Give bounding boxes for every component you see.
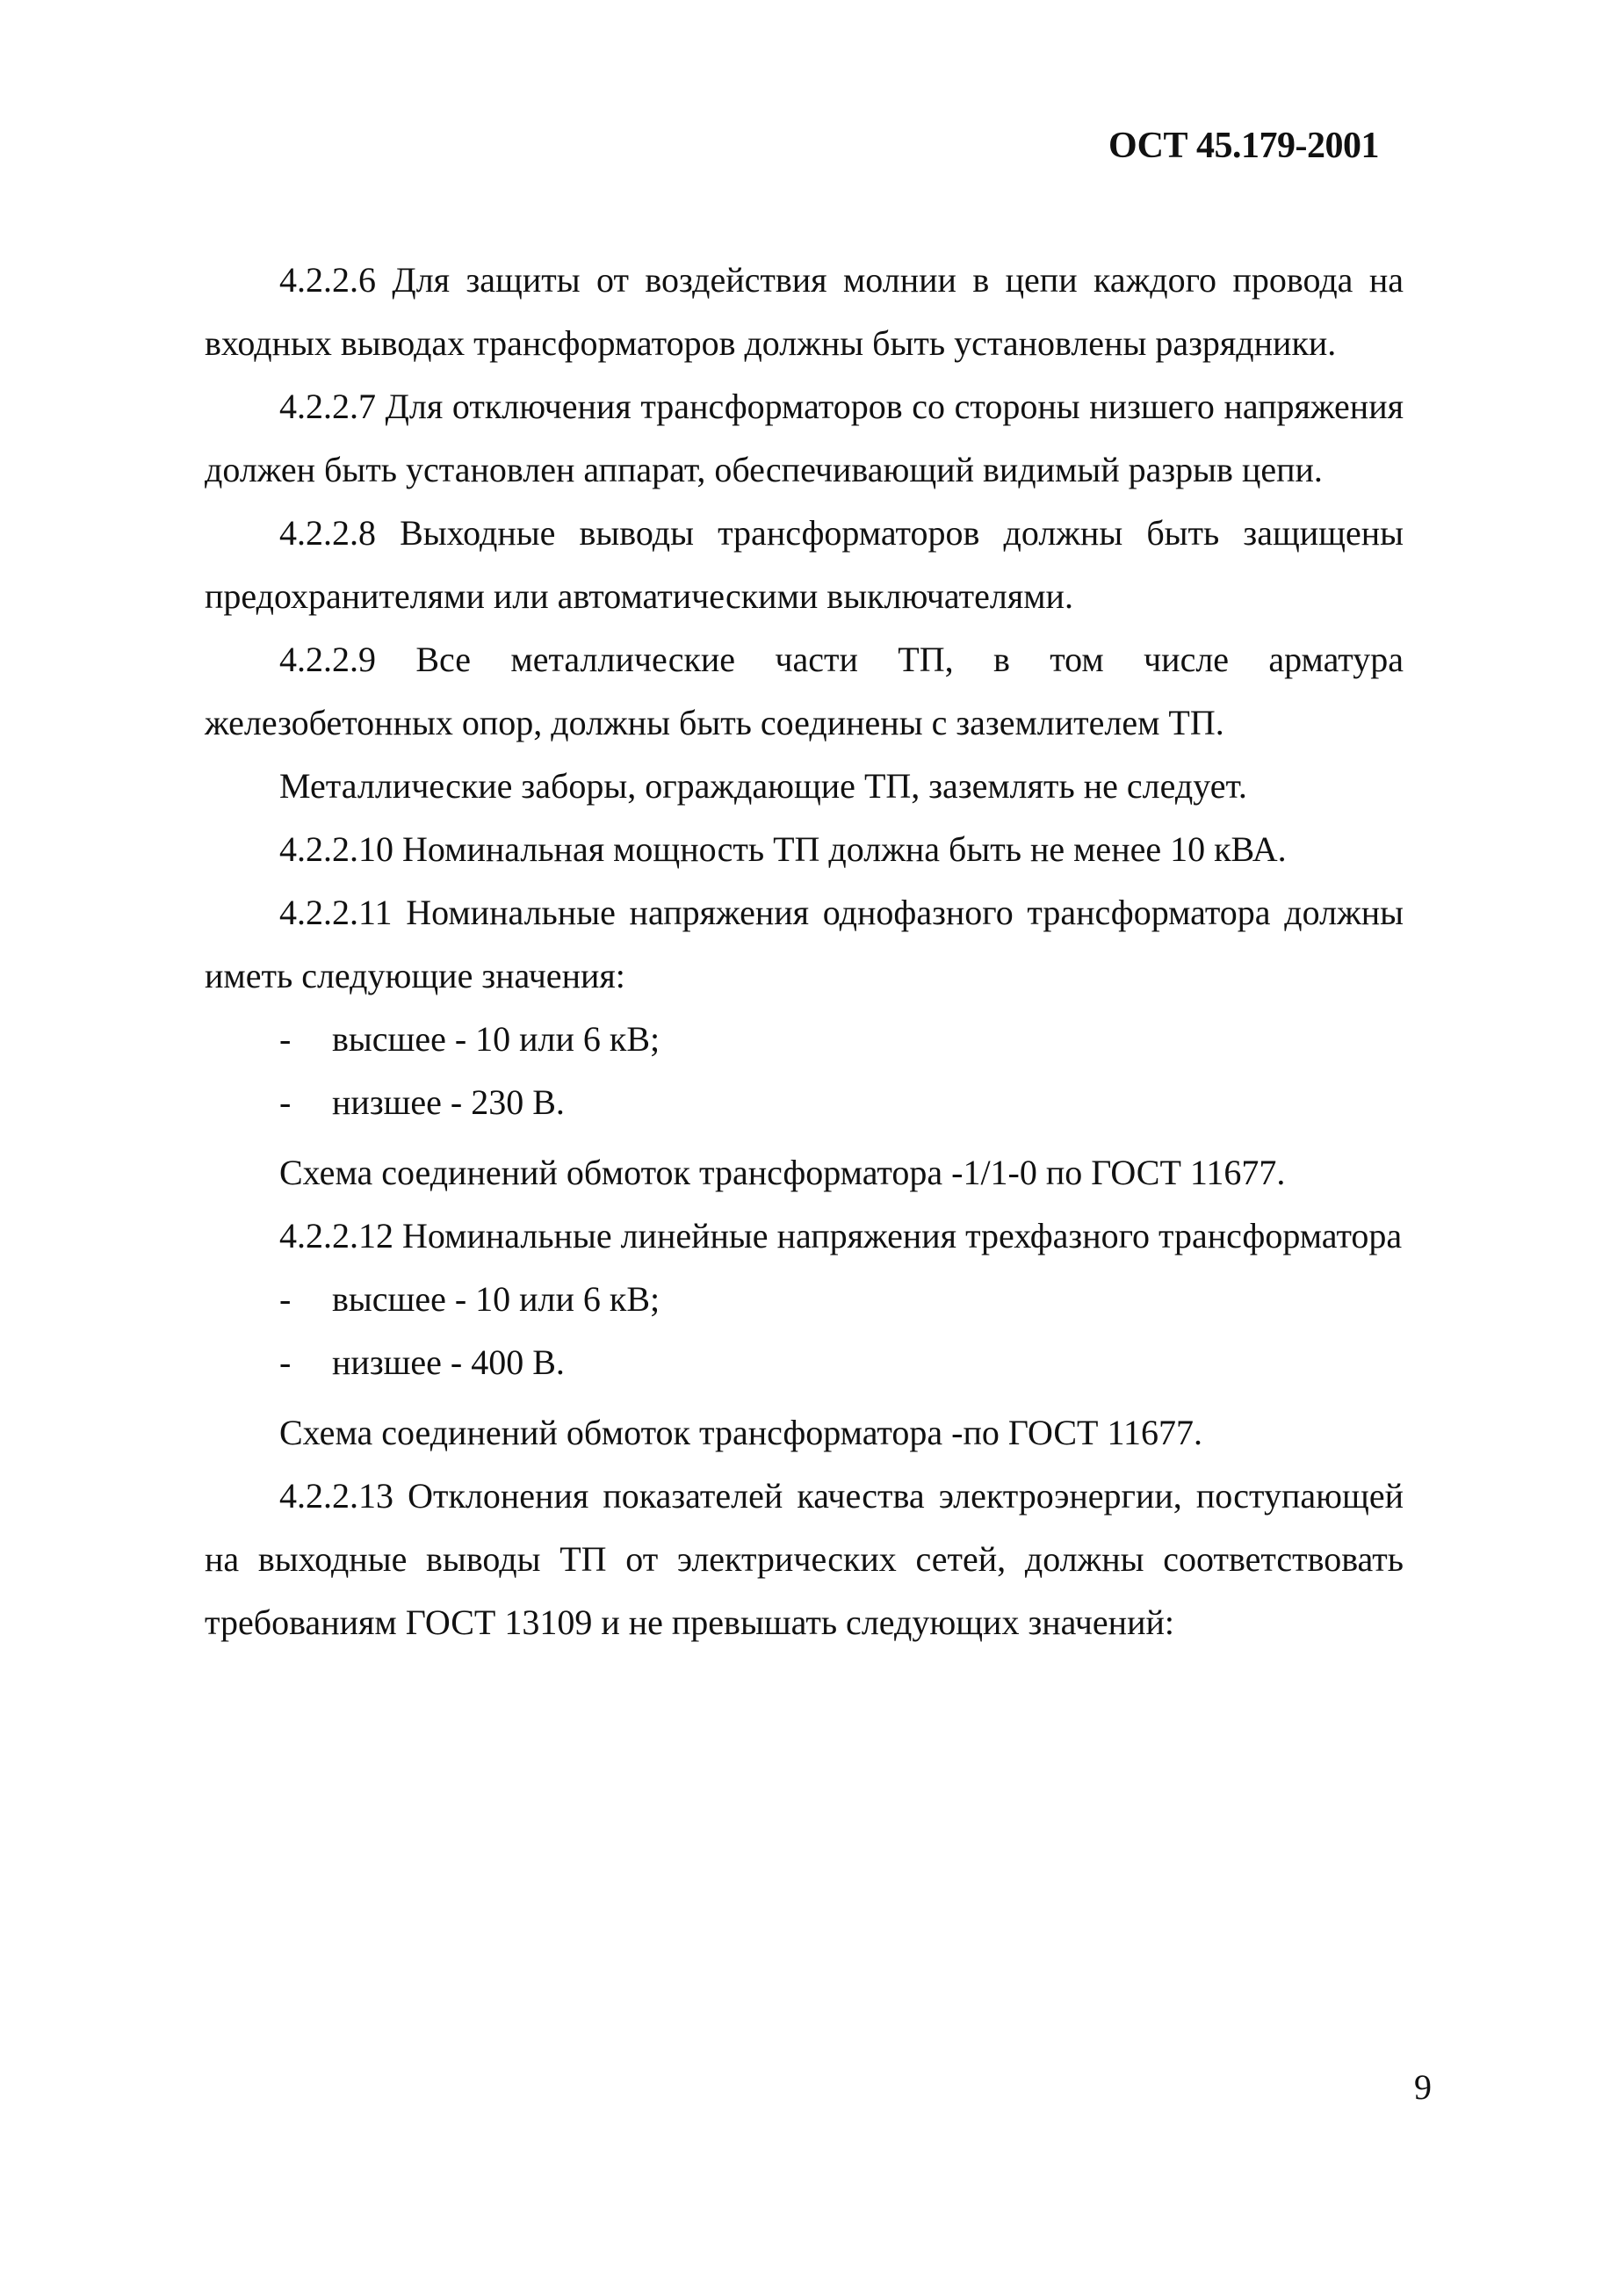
clause-4-2-2-7: 4.2.2.7 Для отключения трансформаторов со стороны низшего напряжения должен быть установлен аппарат, обеспечивающий видимый разрыв цепи. <box>205 387 1404 489</box>
list-item <box>205 1268 1404 1331</box>
clause-4-2-2-8: 4.2.2.8 Выходные выводы трансформаторов должны быть защищены предохранителями или автоматическими выключателями. <box>205 513 1404 616</box>
fences-note: Металлические заборы, ограждающие ТП, заземлять не следует. <box>279 766 1247 806</box>
list-dash: - <box>279 1019 292 1059</box>
winding-scheme-three-phase: Схема соединений обмоток трансформатора -по ГОСТ 11677. <box>279 1413 1202 1452</box>
clause-4-2-2-11: 4.2.2.11 Номинальные напряжения однофазного трансформатора должны иметь следующие значения: <box>205 893 1404 995</box>
clause-4-2-2-12: 4.2.2.12 Номинальные линейные напряжения трехфазного трансформатора <box>279 1216 1403 1255</box>
winding-scheme-single-phase: Схема соединений обмоток трансформатора -1/1-0 по ГОСТ 11677. <box>279 1153 1286 1192</box>
list-item-text: низшее - 230 В. <box>332 1082 565 1122</box>
list-item <box>205 1008 1404 1071</box>
document-code-header: ОСТ 45.179-2001 <box>1108 126 1379 166</box>
page-number: 9 <box>1414 2067 1432 2107</box>
list-item-text: низшее - 400 В. <box>332 1342 565 1382</box>
clause-4-2-2-6: 4.2.2.6 Для защиты от воздействия молнии в цепи каждого провода на входных выводах трансформаторов должны быть установлены разрядники. <box>205 260 1404 363</box>
list-dash: - <box>279 1342 292 1382</box>
clause-4-2-2-10: 4.2.2.10 Номинальная мощность ТП должна быть не менее 10 кВА. <box>279 829 1287 869</box>
list-item-text: высшее - 10 или 6 кВ; <box>332 1019 660 1059</box>
clause-4-2-2-9: 4.2.2.9 Все металлические части ТП, в том числе арматура железобетонных опор, должны быть соединены с заземлителем ТП. <box>205 640 1404 742</box>
clause-4-2-2-13: 4.2.2.13 Отклонения показателей качества электроэнергии, поступающей на выходные выводы ТП от электрических сетей, должны соответствовать требованиям ГОСТ 13109 и не превышать следующих значений: <box>205 1476 1404 1642</box>
list-item <box>205 1071 1404 1134</box>
document-body <box>205 249 1404 1654</box>
list-item <box>205 1331 1404 1394</box>
list-dash: - <box>279 1082 292 1122</box>
list-item-text: высшее - 10 или 6 кВ; <box>332 1279 660 1319</box>
list-dash: - <box>279 1279 292 1319</box>
